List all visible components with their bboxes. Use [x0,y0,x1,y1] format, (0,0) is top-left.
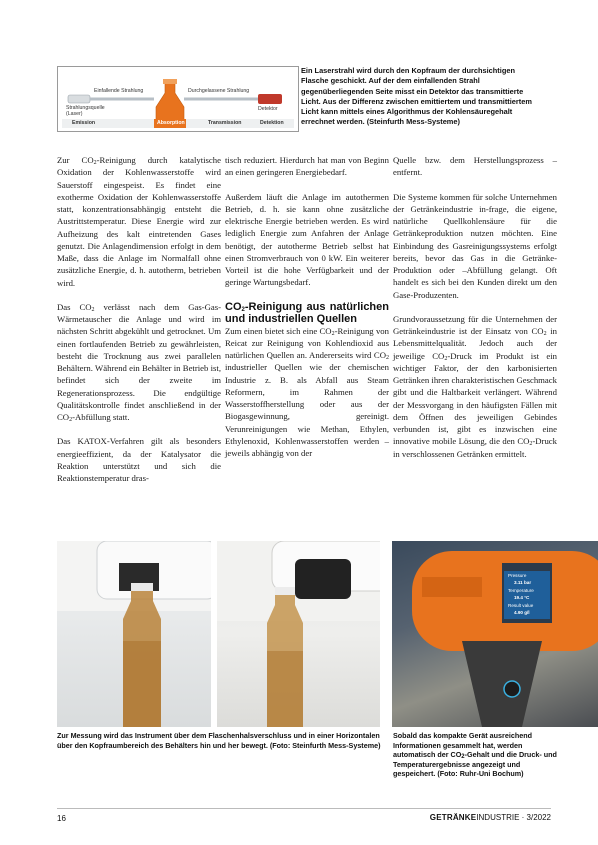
text-run: -Druck im Produkt ist ein wichtiger Faktor, der den karbonisierten Getränken ihren charakteristischen Geschmack gibt und die Haltbarkeit verlängert. Während der Messvorgang in den häufigsten Fällen mit dem Öffnen des jeweiligen Gebindes verbunden ist, gibt es inzwischen eine innovative mobile Lösung, die den CO [393,350,557,447]
photo-graphic [217,541,380,727]
text-run: industrieller Quellen wie der chemischen Industrie z. B. als Abfall aus Steam Reformern, im Rahmen der Wasserstoffherstellung oder aus der Biogasgewinnung, gereinigt. Verunreinigungen wie Methan, Ethylen, Ethylenoxid, Kohlenwasserstoffen werden – jeweils abhängig von der [225,362,389,458]
screen-result-value: 4.90 g/l [514,610,530,615]
detection-label: Detektion [260,120,284,126]
text-column-1 [57,154,221,496]
screen-pressure-value: 3.11 bar [514,580,532,585]
text-run: Grundvoraussetzung für die Unternehmen der Getränkeindustrie ist der Einsatz von CO [393,313,557,336]
laser-measurement-diagram [57,66,299,132]
footer-divider [57,808,551,809]
text-run: Sobald das kompakte Gerät ausreichend Informationen gesammelt hat, werden automatisch der CO [393,731,533,760]
photo-handheld-device [392,541,598,727]
text-run: -Reinigung von Reicat zur Reinigung von Kohlendioxid aus natürlichen Quellen an. Andererseits wird CO [225,325,389,360]
paragraph: Die Systeme kommen für solche Unternehmen der Getränkeindustrie in-frage, die eigene, natürliche Quellkohlensäure für die Getränkeproduktion nutzen möchten. Eine Einbindung des Gasreinigungssystems erfolgt bereits, bevor das Gas in die Getränke-Produktion oder –Abfüllung gelangt. Oft handelt es sich bei den Kunden direkt um den Gase-Produzenten. [393,191,557,300]
paragraph: Quelle bzw. dem Herstellungsprozess – entfernt. [393,155,557,178]
bottle-shape [156,83,184,125]
emission-label: Emission [72,120,96,126]
paragraph [393,313,557,460]
subscript: 2 [93,160,97,166]
transmitted-label: Durchgelassene Strahlung [188,88,250,94]
photo-caption-left: Zur Messung wird das Instrument über dem Flaschenhalsverschluss und in einer Horizontalen über den Kopfraumbereich des Behälters hin und her bewegt. (Foto: Steinfurth Mess-Systeme) [57,731,381,750]
absorption-label: Absorption [157,120,185,126]
subscript: 2 [386,355,389,361]
paragraph [225,325,389,460]
issue-number: · 3/2022 [519,813,551,822]
text-run: Zur CO [57,155,94,165]
page-number: 16 [57,814,66,823]
photo-graphic [392,541,598,727]
paragraph [57,301,221,424]
text-run: -Gehalt und die Druck- und Temperaturergebnisse angezeigt und gespeichert. (Foto: Ruhr-Uni Bochum) [393,750,557,779]
subscript: 2 [69,417,73,423]
magazine-brand-regular: INDUSTRIE [476,813,520,822]
paragraph: Außerdem läuft die Anlage im autothermen Betrieb, d. h. sie kann ohne zusätzliche elektrische Energie betrieben werden. Es wird lediglich Energie zum Anfahren der Anlage benötigt, der autotherme Betrieb selbst hat einen Stromverbrauch von 0 kW. Ein weiterer Vorteil ist die hohe Verfügbarkeit und der geringe Wartungsbedarf. [225,191,389,288]
detector-label: Detektor [258,106,278,112]
text-run: Das CO [57,301,92,312]
detector-shape [258,94,282,104]
photo-graphic [57,541,211,727]
screen-temperature-label: Temperature [508,588,534,593]
subscript: 2 [331,330,335,337]
magazine-footer [430,813,551,822]
text-run: in Lebensmittelqualität. Jedoch auch der jeweilige CO [393,326,557,361]
subscript: 2 [241,306,245,313]
incoming-label: Einfallende Strahlung [94,88,144,94]
subscript: 2 [91,306,95,313]
diagram-caption: Ein Laserstrahl wird durch den Kopfraum der durchsichtigen Flasche geschickt. Auf der dem einfallenden Strahl gegenüberliegenden Seite misst ein Detektor das transmittierte Licht. Aus der Differenz zwischen emittiertem und transmittiertem Licht kann mittels eines Algorithmus der Kohlensäuregehalt errechnet werden. (Steinfurth Mess-Systeme) [301,66,532,127]
text-run: -Abfüllung statt. [72,412,130,422]
subscript: 2 [543,331,547,337]
photo-instrument-over-bottle-2 [217,541,380,727]
text-run: Zum einen bietet sich eine CO [225,325,332,336]
photo-instrument-over-bottle-1 [57,541,211,727]
paragraph: Das KATOX-Verfahren gilt als besonders energieeffizient, da der Katalysator die Reaktion unterstützt und sich die Reaktionstemperatur dras- [57,436,221,483]
laser-source-shape [68,95,90,103]
transmission-label: Transmission [208,120,242,126]
text-column-3 [393,154,557,472]
subscript: 2 [529,441,533,448]
text-run: CO [225,300,242,313]
paragraph [57,154,221,289]
paragraph: tisch reduziert. Hierdurch hat man von Beginn an einen geringeren Energiebedarf. [225,155,389,178]
text-run: verlässt nach dem Gas-Gas-Wärmetauscher die Anlage und wird im nächsten Schritt abgekühlt und getrocknet. Um einen fortlaufenden Betrieb zu gewährleisten, besteht die Trocknung aus zwei parallelen Behältern. Während ein Behälter in Betrieb ist, befindet sich der zweite im Regenerationsprozess. Die endgültige Qualitätskontrolle findet anschließend in der CO [57,301,221,422]
section-heading [225,301,389,325]
subscript: 2 [461,754,465,761]
photo-caption-right [393,731,563,779]
screen-temperature-value: 19.4 °C [514,595,530,600]
text-run: -Reinigung aus natürlichen und industriellen Quellen [225,300,389,325]
bottle-cap-shape [163,79,177,84]
subscript: 2 [444,355,448,362]
screen-result-label: Result value [508,603,534,608]
magazine-brand-bold: GETRÄNKE [429,813,477,822]
text-run: -Reinigung durch katalytische Oxidation der Kohlenwasserstoffe wird Sauerstoff eingespeist. Es findet eine exotherme Oxidation der Kohlenwasserstoffe statt, konzentrationsabhängig entsteht die Austrittstemperatur. Diese Energie wird zur Aufheizung des kalt eintretenden Gases genutzt. Die Anlagendimension erfolgt in dem Maße, dass die Anlage im Normalfall ohne zusätzliche Energie, d. h. autotherm, betrieben wird. [57,155,221,288]
text-run: -Druck in verschlossenen Getränken ermittelt. [393,436,557,459]
screen-pressure-label: Pressure [508,573,527,578]
source-label: Strahlungsquelle (Laser) [66,105,105,117]
text-column-2 [225,154,389,471]
